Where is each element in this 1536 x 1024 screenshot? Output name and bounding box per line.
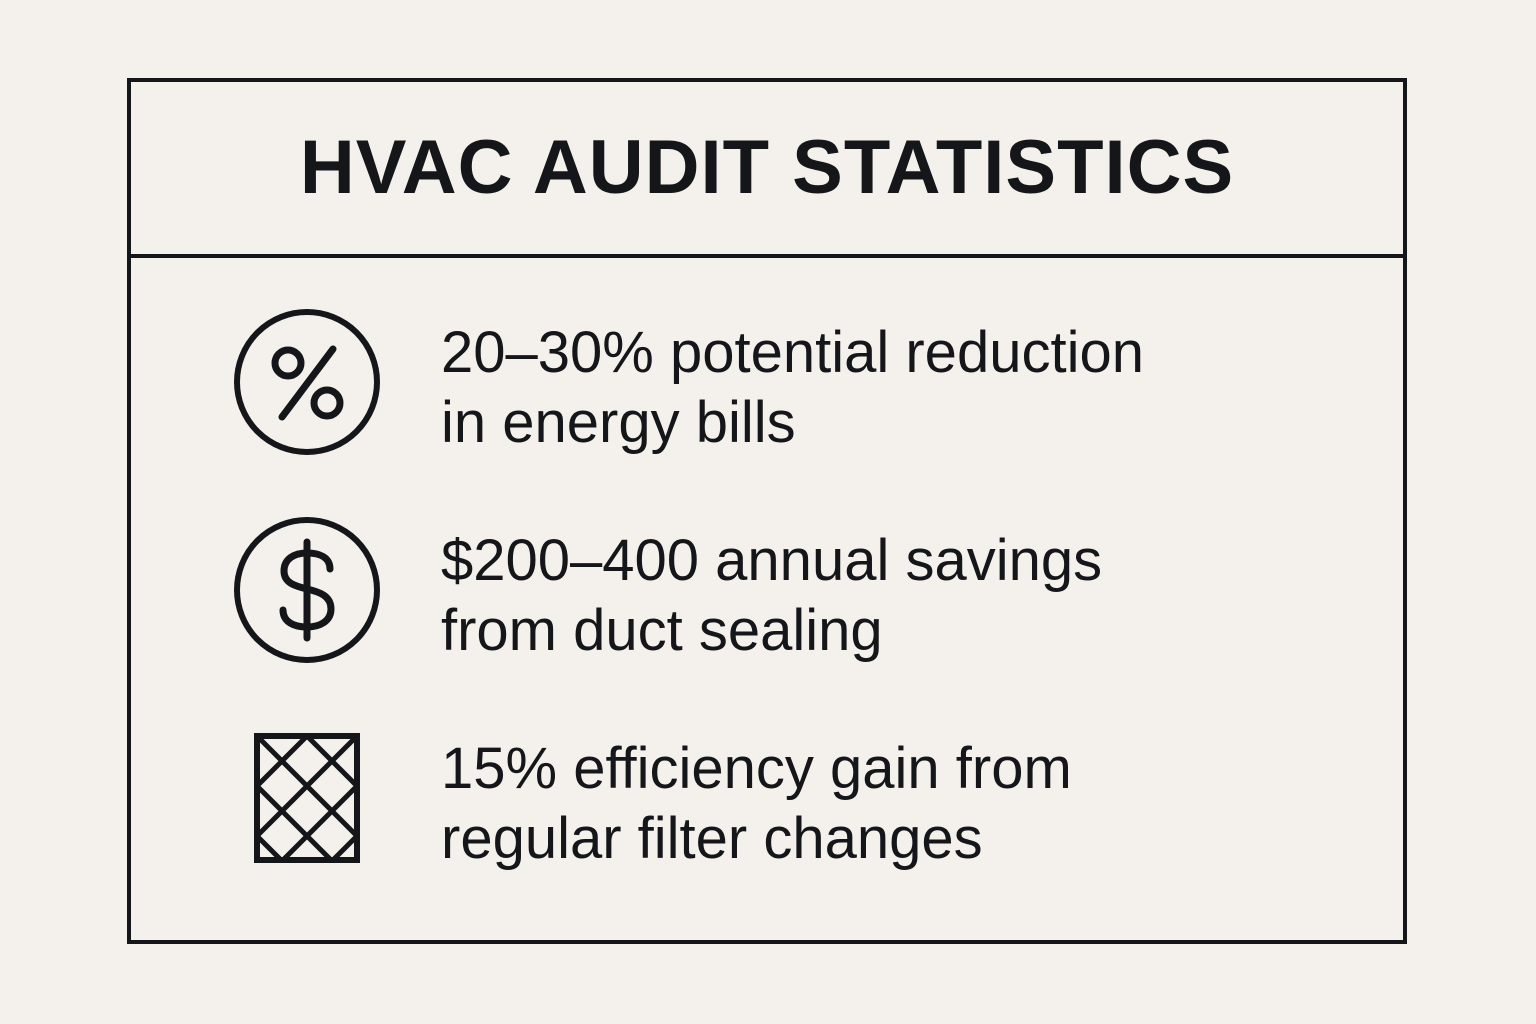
list-item-line-1: 15% efficiency gain from bbox=[441, 736, 1072, 801]
list-item-text bbox=[441, 514, 1102, 665]
list-item-text bbox=[441, 306, 1144, 457]
list-item-line-2: from duct sealing bbox=[441, 597, 883, 663]
list-item bbox=[231, 722, 1363, 874]
statistics-list bbox=[131, 258, 1403, 914]
list-item-line-1: $200–400 annual savings bbox=[441, 528, 1103, 593]
hvac-audit-statistics-card bbox=[127, 78, 1407, 944]
list-item-line-2: in energy bills bbox=[441, 389, 796, 455]
list-item-text bbox=[441, 722, 1072, 873]
list-item bbox=[231, 514, 1363, 666]
list-item bbox=[231, 306, 1363, 458]
page-title: HVAC AUDIT STATISTICS bbox=[299, 125, 1235, 210]
air-filter-icon bbox=[231, 722, 383, 874]
percent-circle-icon bbox=[231, 306, 383, 458]
dollar-circle-icon bbox=[231, 514, 383, 666]
list-item-line-2: regular filter changes bbox=[441, 805, 983, 871]
card-header bbox=[131, 82, 1403, 258]
list-item-line-1: 20–30% potential reduction bbox=[441, 320, 1144, 385]
